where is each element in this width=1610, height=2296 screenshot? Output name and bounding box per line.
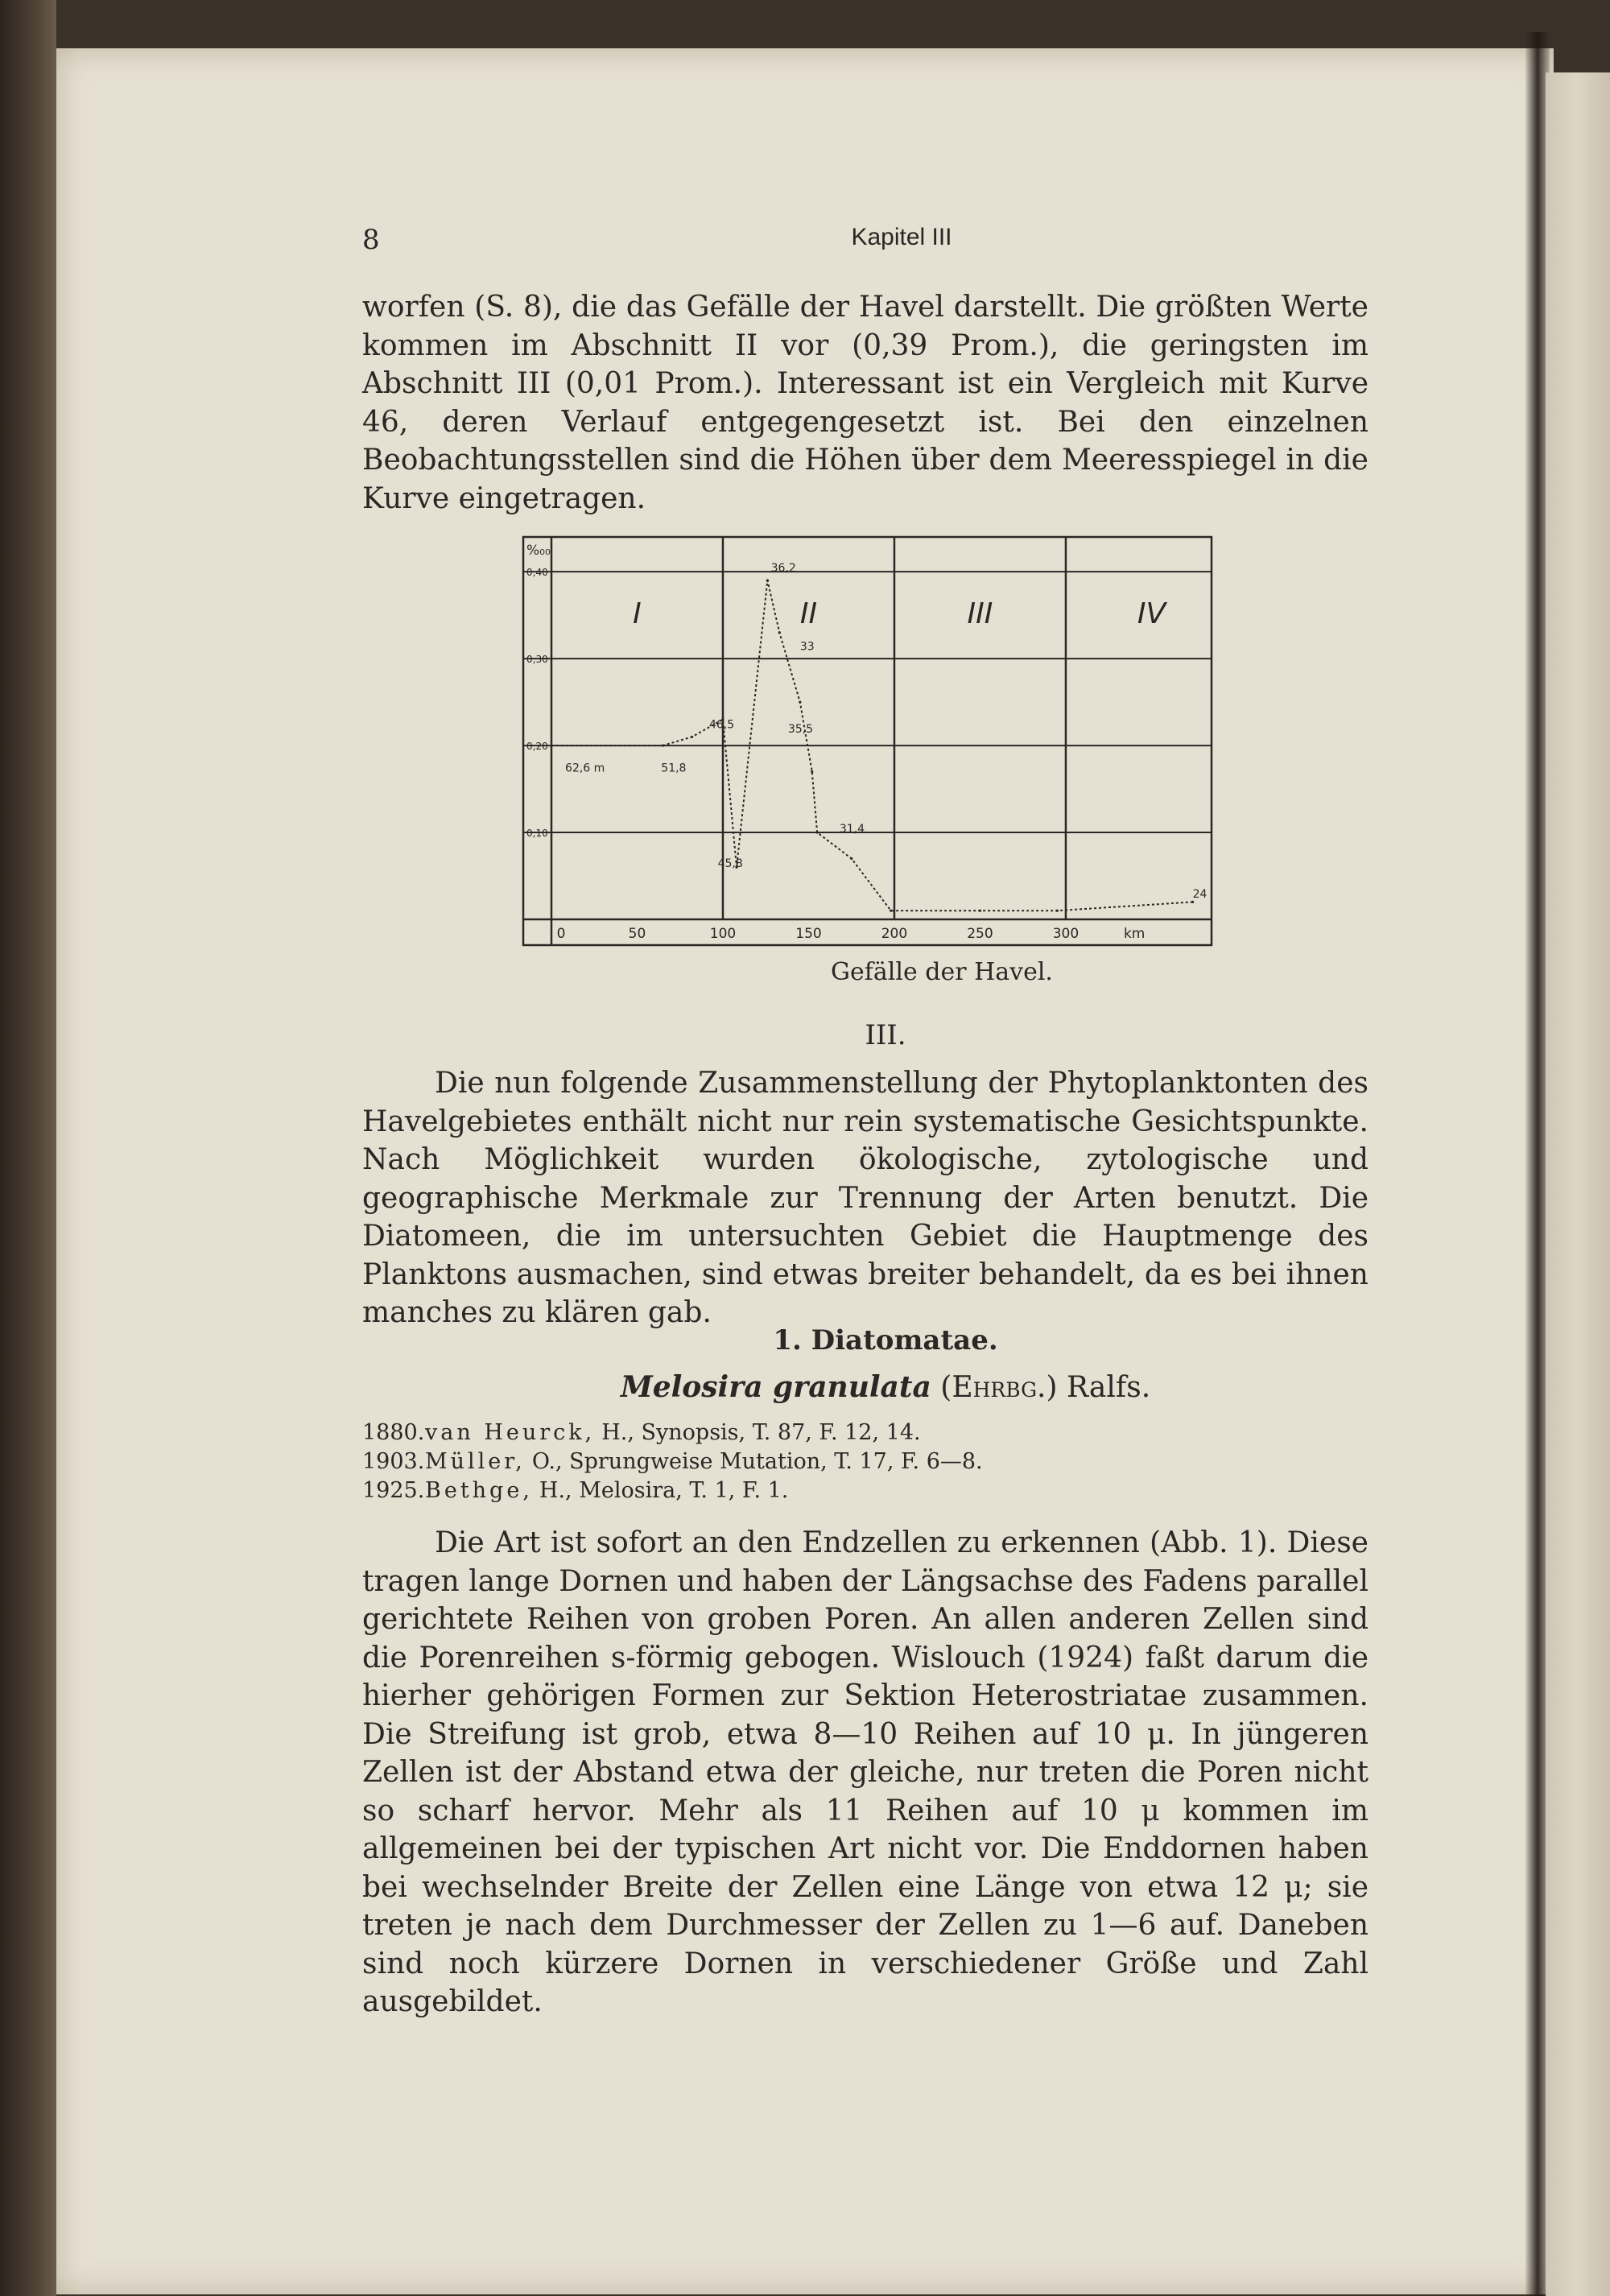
elevation-annotation: 46,5	[708, 718, 735, 732]
reference-list	[362, 1418, 1368, 1505]
reference-item	[362, 1418, 1368, 1447]
reference-author: van Heurck,	[425, 1420, 596, 1445]
data-point	[850, 857, 852, 860]
elevation-annotation: 62,6 m	[565, 762, 605, 775]
species-author-paren: (Ehrbg.)	[940, 1371, 1058, 1404]
species-paragraph: Die Art ist sofort an den Endzellen zu erkennen (Abb. 1). Diese tragen lange Dornen und haben der Längsachse des Fadens parallel gerichtete Reihen von groben Poren. An allen anderen Zellen sind die Porenreihen s-förmig gebogen. Wislouch (1924) faßt darum die hierher gehörigen Formen zur Sektion Heterostriatae zusammen. Die Streifung ist grob, etwa 8—10 Reihen auf 10 μ. In jüngeren Zellen ist der Abstand etwa der gleiche, nur treten die Poren nicht so scharf hervor. Mehr als 11 Reihen auf 10 μ kommen im allgemeinen bei der typischen Art nicht vor. Die Enddornen haben bei wechselnder Breite der Zellen eine Länge von etwa 12 μ; sie treten je nach dem Durchmesser der Zellen zu 1—6 auf. Daneben sind noch kürzere Dornen in verschiedener Größe und Zahl ausgebildet.	[362, 1526, 1368, 2018]
y-tick-label: 0,30	[526, 654, 548, 666]
class-heading	[0, 1324, 1610, 1357]
scan-background	[0, 0, 56, 2296]
intro-paragraph: worfen (S. 8), die das Gefälle der Havel darstellt. Die größten Werte kommen im Abschnitt II vor (0,39 Prom.), die geringsten im Abschnitt III (0,01 Prom.). Interessant ist ein Vergleich mit Kurve 46, deren Verlauf entgegengesetzt ist. Bei den einzelnen Beobachtungsstellen sind die Höhen über dem Meeresspiegel in die Kurve eingetragen.	[362, 291, 1368, 515]
elevation-annotation: 51,8	[661, 762, 687, 775]
data-point	[890, 910, 892, 912]
running-head-text: Kapitel III	[851, 224, 952, 250]
reference-details: O., Sprungweise Mutation, T. 17, F. 6—8.	[531, 1449, 983, 1474]
x-tick-label: 250	[967, 926, 993, 942]
y-tick-label: 0,10	[526, 828, 548, 840]
x-tick-label: 200	[881, 926, 908, 942]
class-heading-text: 1. Diatomatae.	[773, 1324, 998, 1357]
section-paragraph: Die nun folgende Zusammenstellung der Phytoplanktonten des Havelgebietes enthält nicht nur rein systematische Gesichtspunkte. Nach Möglichkeit wurden ökologische, zytologische und geographische Merkmale zur Trennung der Arten benutzt. Die Diatomeen, die im untersuchten Gebiet die Hauptmenge des Planktons ausmachen, sind etwas breiter behandelt, da es bei ihnen manches zu klären gab.	[362, 1067, 1368, 1329]
chart-frame	[523, 537, 1212, 945]
x-tick-label: 50	[628, 926, 646, 942]
data-point	[691, 736, 693, 738]
data-point	[778, 631, 781, 634]
data-point	[811, 770, 813, 773]
reference-author: Müller,	[425, 1449, 526, 1474]
elevation-annotation: 36,2	[770, 562, 796, 576]
havel-gradient-chart	[515, 533, 1224, 968]
data-point	[1056, 910, 1059, 912]
chart-svg	[515, 533, 1224, 968]
y-tick-label: 0,40	[526, 567, 548, 579]
reference-year: 1880.	[362, 1420, 425, 1445]
data-point	[799, 701, 801, 704]
x-tick-label: 300	[1052, 926, 1080, 942]
elevation-annotation: 35,5	[787, 722, 814, 736]
data-point	[766, 579, 769, 581]
data-point	[550, 744, 552, 746]
reference-year: 1925.	[362, 1478, 425, 1503]
elevation-annotation: 24	[1192, 888, 1208, 902]
species-name: Melosira granulata	[620, 1370, 931, 1404]
reference-item	[362, 1476, 1368, 1505]
section-label: I	[633, 597, 642, 631]
y-tick-label: 0,20	[526, 741, 548, 753]
reference-details: H., Melosira, T. 1, F. 1.	[539, 1478, 789, 1503]
x-tick-label: 150	[795, 926, 822, 942]
x-tick-label: 0	[556, 926, 566, 942]
reference-details: H., Synopsis, T. 87, F. 12, 14.	[601, 1420, 921, 1445]
reference-item	[362, 1447, 1368, 1476]
reference-year: 1903.	[362, 1449, 425, 1474]
section-label: II	[799, 597, 818, 631]
species-heading	[0, 1370, 1610, 1404]
facing-page-edge	[1546, 72, 1610, 2296]
x-tick-label: 100	[709, 926, 737, 942]
elevation-annotation: 33	[799, 640, 815, 654]
species-author: Ralfs.	[1066, 1371, 1151, 1404]
section-number-text: III.	[865, 1019, 906, 1051]
elevation-annotation: 31,4	[839, 823, 865, 836]
section-label: IV	[1137, 597, 1166, 631]
section-number	[0, 1019, 1610, 1051]
data-point	[816, 831, 819, 833]
data-point	[1191, 901, 1194, 903]
elevation-annotation: 45,8	[717, 857, 743, 871]
data-point	[979, 910, 981, 912]
running-head	[0, 224, 1610, 251]
chart-caption-text: Gefälle der Havel.	[831, 958, 1053, 986]
x-unit-label: km	[1123, 926, 1146, 942]
reference-author: Bethge,	[425, 1478, 533, 1503]
page-number: 8	[362, 224, 380, 256]
chart-caption	[0, 958, 1610, 986]
y-axis-label: %₀₀	[526, 543, 551, 559]
data-point	[662, 744, 664, 746]
section-label: III	[967, 597, 993, 631]
